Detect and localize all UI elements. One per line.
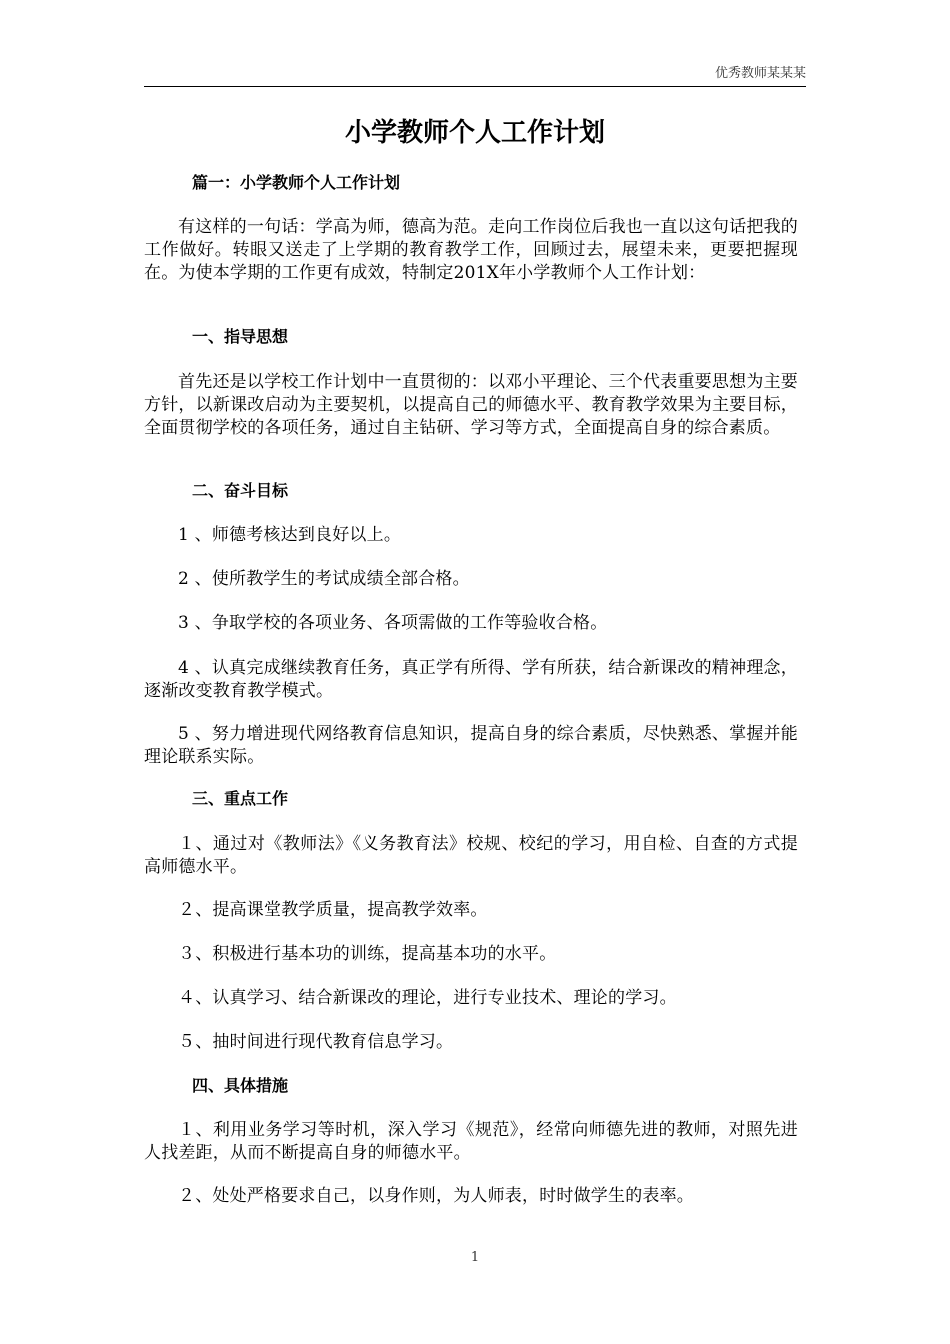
list-item: ３、积极进行基本功的训练，提高基本功的水平。 [178,944,557,964]
page-header-text: 优秀教师某某某 [714,66,806,81]
subtitle: 篇一：小学教师个人工作计划 [192,173,401,192]
list-item: ２、处处严格要求自己，以身作则，为人师表，时时做学生的表率。 [178,1186,694,1206]
section-heading-measures: 四、具体措施 [192,1076,289,1095]
list-item: 4 、认真完成继续教育任务，真正学有所得、学有所获，结合新课改的精神理念，逐渐改变教育教学模式。 [144,658,798,701]
list-item: 5 、努力增进现代网络教育信息知识，提高自身的综合素质，尽快熟悉、掌握并能理论联系实际。 [144,724,798,767]
list-item: １、通过对《教师法》《义务教育法》校规、校纪的学习，用自检、自查的方式提高师德水平。 [144,834,798,877]
list-item: 3 、争取学校的各项业务、各项需做的工作等验收合格。 [178,613,608,633]
list-item: ５、抽时间进行现代教育信息学习。 [178,1032,454,1052]
section-heading-guiding-thought: 一、指导思想 [192,327,289,346]
intro-paragraph: 有这样的一句话：学高为师，德高为范。走向工作岗位后我也一直以这句话把我的工作做好。转眼又送走了上学期的教育教学工作，回顾过去，展望未来，更要把握现在。为使本学期的工作更有成效，特制定201X年小学教师个人工作计划： [144,217,798,283]
list-item: ２、提高课堂教学质量，提高教学效率。 [178,900,488,920]
page-number: 1 [470,1250,480,1265]
list-item: ４、认真学习、结合新课改的理论，进行专业技术、理论的学习。 [178,988,677,1008]
list-item: １、利用业务学习等时机，深入学习《规范》，经常向师德先进的教师，对照先进人找差距，从而不断提高自身的师德水平。 [144,1120,798,1163]
document-title: 小学教师个人工作计划 [344,118,605,148]
header-divider [144,86,806,87]
section-heading-key-work: 三、重点工作 [192,789,289,808]
list-item: 2 、使所教学生的考试成绩全部合格。 [178,569,470,589]
list-item: 1 、师德考核达到良好以上。 [178,525,402,545]
section-heading-goals: 二、奋斗目标 [192,481,289,500]
paragraph: 首先还是以学校工作计划中一直贯彻的：以邓小平理论、三个代表重要思想为主要方针，以新课改启动为主要契机，以提高自己的师德水平、教育教学效果为主要目标，全面贯彻学校的各项任务，通过自主钻研、学习等方式，全面提高自身的综合素质。 [144,372,798,438]
